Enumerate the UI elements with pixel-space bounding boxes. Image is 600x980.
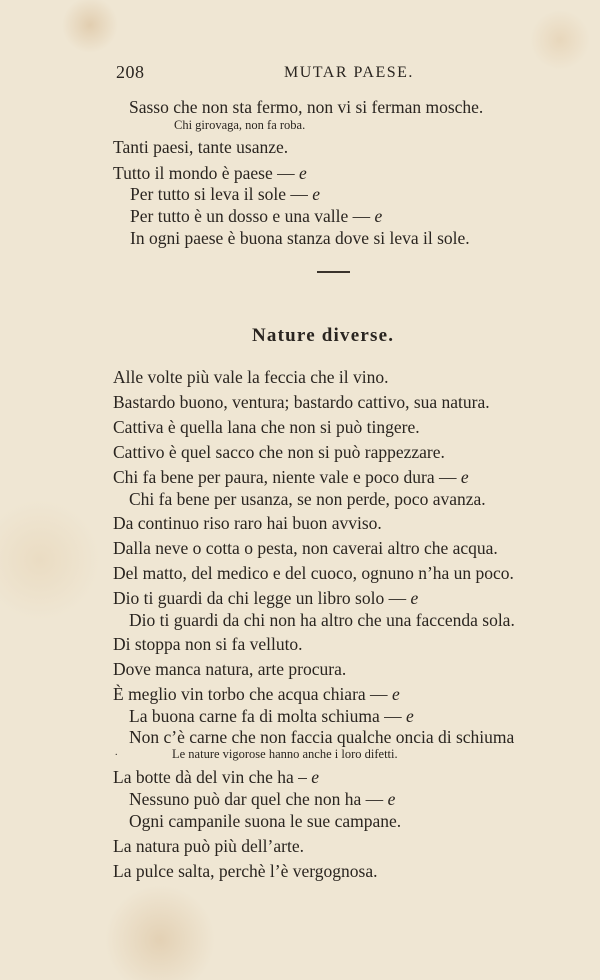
proverb-line: Per tutto è un dosso e una valle — e xyxy=(130,206,383,226)
proverb-line: È meglio vin torbo che acqua chiara — e xyxy=(113,684,400,704)
proverb-line: Tutto il mondo è paese — e xyxy=(113,163,307,183)
proverb-line: Per tutto si leva il sole — e xyxy=(130,184,321,204)
proverb-line: Dalla neve o cotta o pesta, non caverai altro che acqua. xyxy=(113,538,498,558)
proverb-line: Dove manca natura, arte procura. xyxy=(113,659,347,679)
proverb-line: La pulce salta, perchè l’è vergognosa. xyxy=(113,861,378,881)
gloss-line: Chi girovaga, non fa roba. xyxy=(174,118,306,132)
proverb-line: La botte dà del vin che ha – e xyxy=(113,767,320,787)
proverb-line: Chi fa bene per paura, niente vale e poco dura — e xyxy=(113,467,469,487)
proverb-line: Chi fa bene per usanza, se non perde, poco avanza. xyxy=(129,489,486,509)
proverb-line: Ogni campanile suona le sue campane. xyxy=(129,811,402,831)
proverb-line: Tanti paesi, tante usanze. xyxy=(113,137,289,157)
proverb-line: Cattiva è quella lana che non si può tingere. xyxy=(113,417,420,437)
proverb-line: La natura può più dell’arte. xyxy=(113,836,304,856)
proverb-line: Del matto, del medico e del cuoco, ognuno n’ha un poco. xyxy=(113,563,514,583)
proverb-line: Dio ti guardi da chi legge un libro solo — e xyxy=(113,588,419,608)
proverb-line: Da continuo riso raro hai buon avviso. xyxy=(113,513,382,533)
proverb-line: Cattivo è quel sacco che non si può rappezzare. xyxy=(113,442,445,462)
section-divider xyxy=(317,271,350,273)
page-number: 208 xyxy=(116,62,145,82)
stray-mark: . xyxy=(115,747,118,758)
proverb-line: Dio ti guardi da chi non ha altro che una faccenda sola. xyxy=(129,610,515,630)
proverb-line: La buona carne fa di molta schiuma — e xyxy=(129,706,414,726)
proverb-line: In ogni paese è buona stanza dove si leva il sole. xyxy=(130,228,470,248)
proverb-line: Non c’è carne che non faccia qualche oncia di schiuma xyxy=(129,727,515,747)
proverb-line: Di stoppa non si fa velluto. xyxy=(113,634,303,654)
running-title: MUTAR PAESE. xyxy=(284,64,414,81)
gloss-line: Le nature vigorose hanno anche i loro difetti. xyxy=(172,747,398,761)
proverb-line: Sasso che non sta fermo, non vi si ferman mosche. xyxy=(129,97,484,117)
proverb-line: Nessuno può dar quel che non ha — e xyxy=(129,789,396,809)
section-heading: Nature diverse. xyxy=(252,325,395,346)
proverb-line: Bastardo buono, ventura; bastardo cattivo, sua natura. xyxy=(113,392,490,412)
proverb-line: Alle volte più vale la feccia che il vino. xyxy=(113,367,389,387)
